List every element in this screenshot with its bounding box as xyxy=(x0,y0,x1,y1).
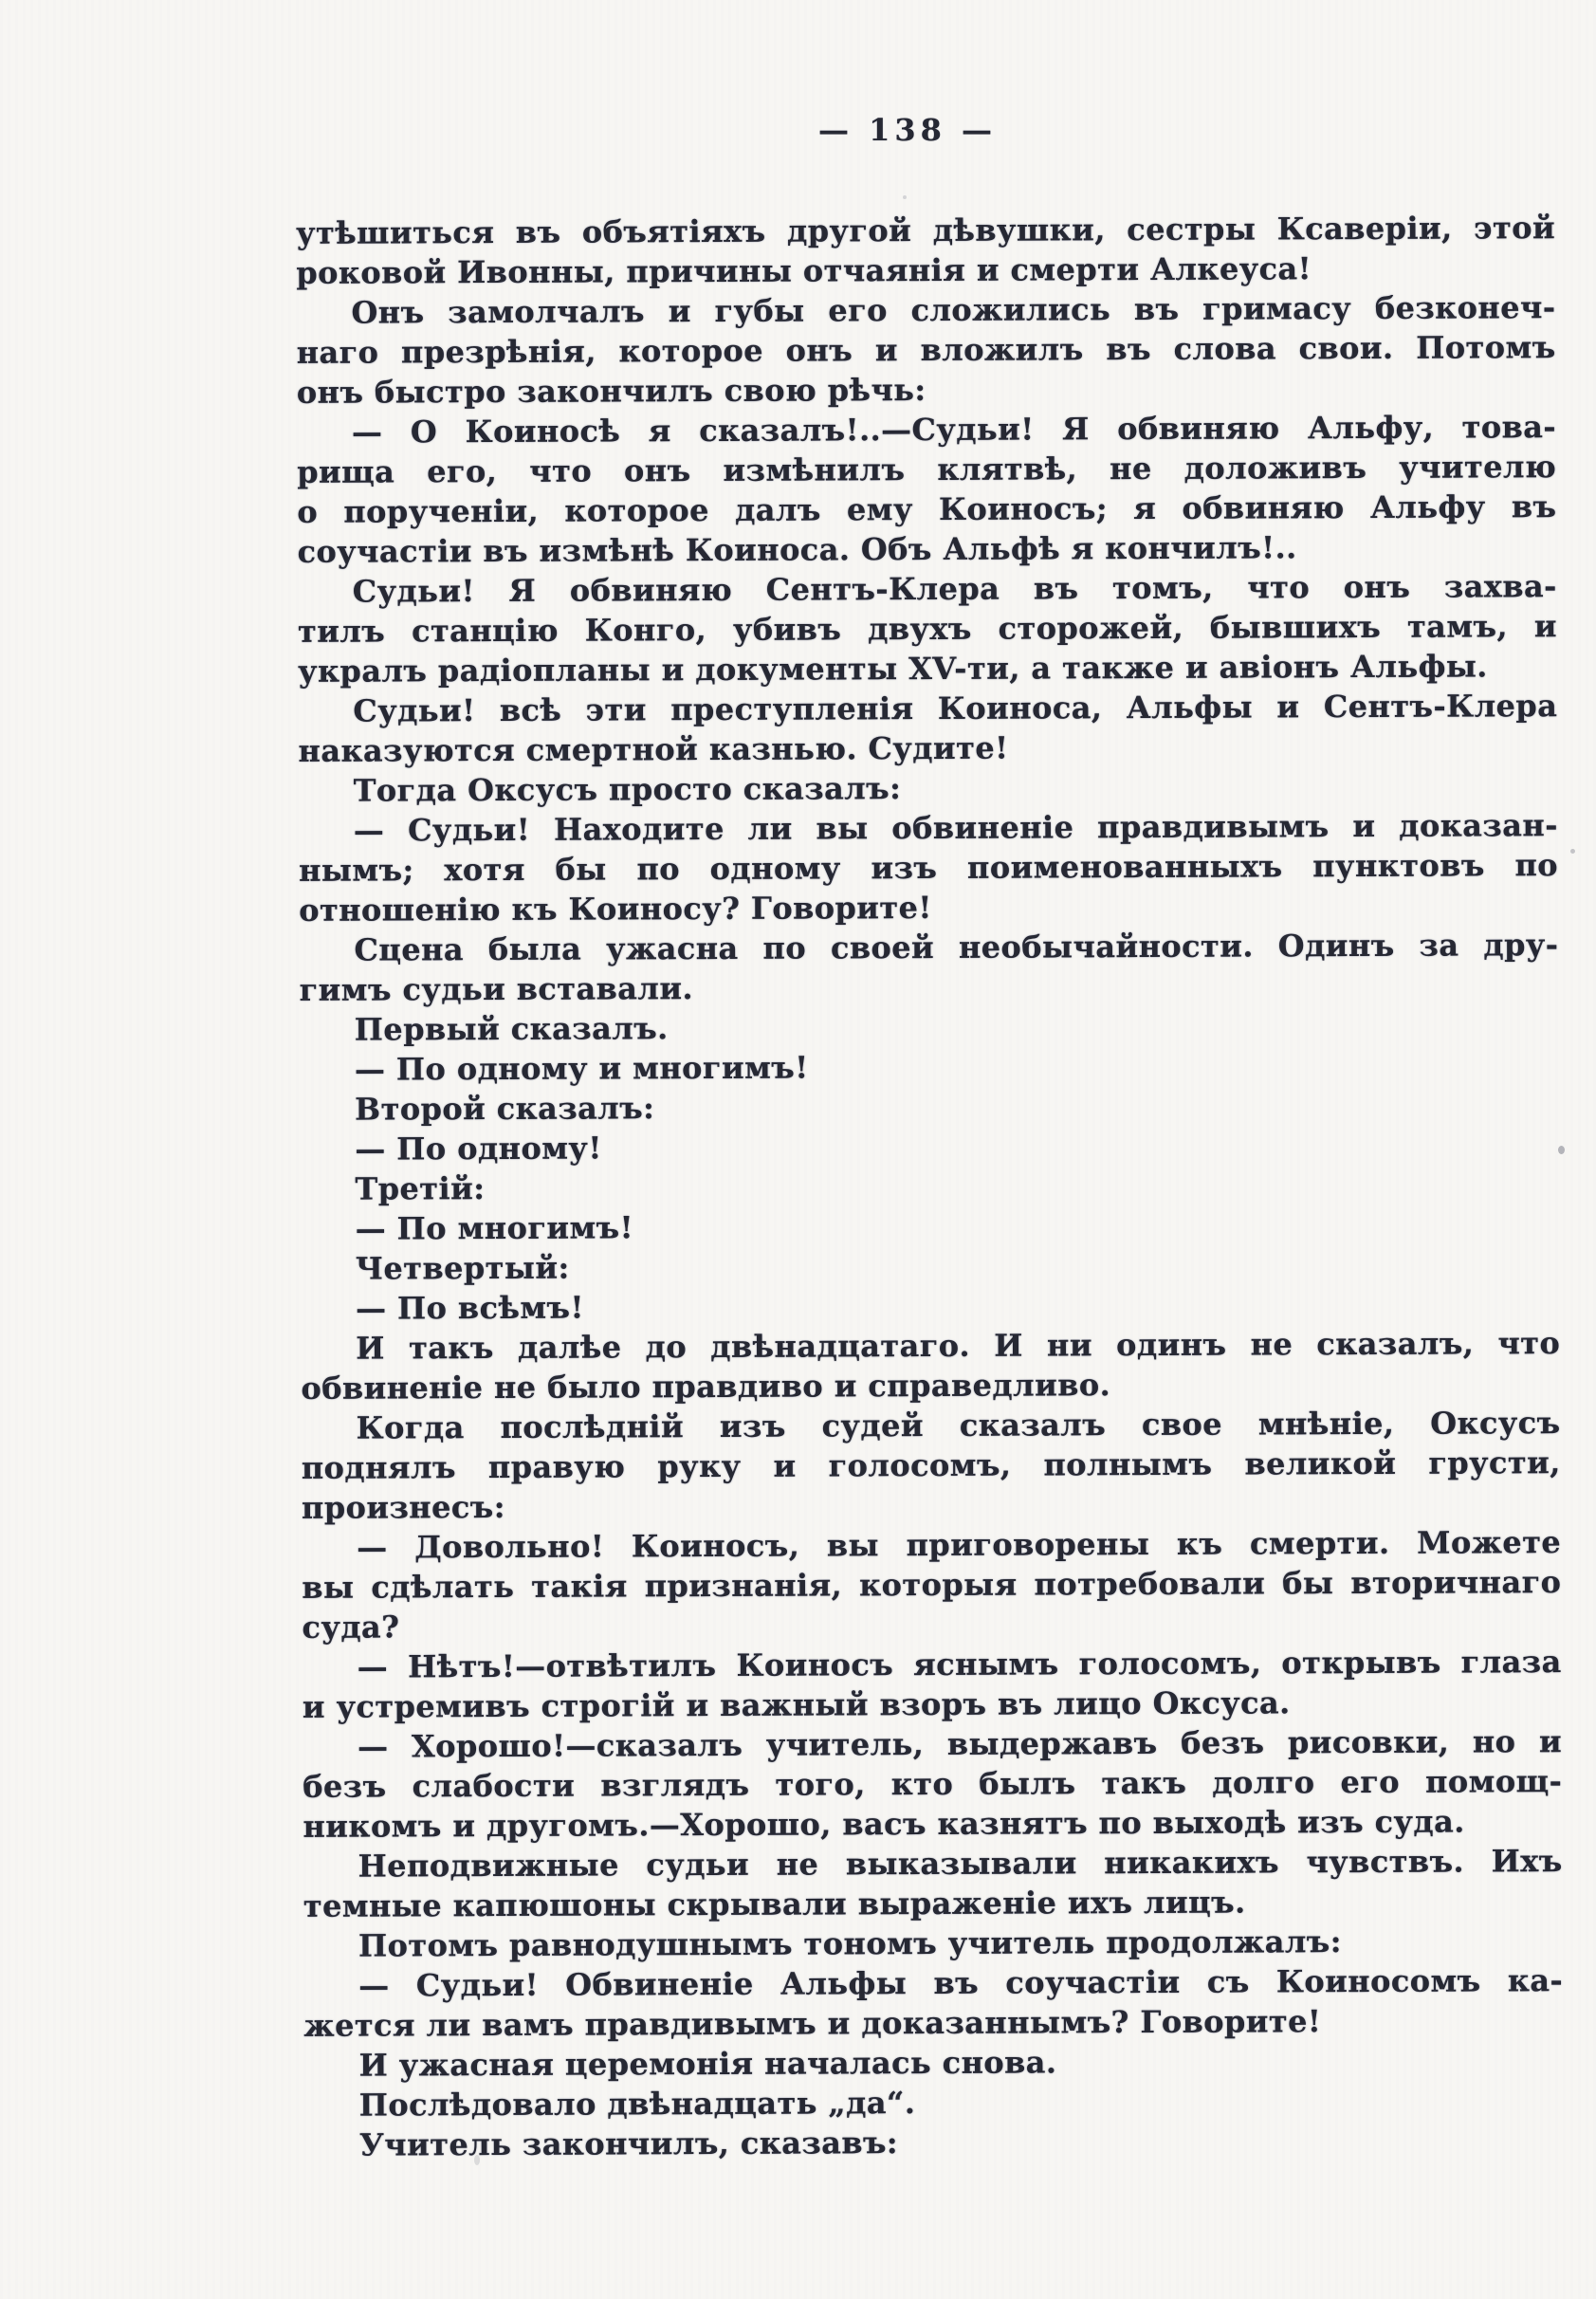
scan-speck xyxy=(474,2155,480,2165)
text-line: жется ли вамъ правдивымъ и доказаннымъ? Говорите! xyxy=(303,2003,1322,2044)
paragraph xyxy=(300,1044,1559,1090)
text-line: Неподвижные судьи не выказывали никакихъ чувствъ. Ихъ xyxy=(358,1843,1563,1885)
text-line: Судьи! всѣ эти преступленія Коиноса, Альфы и Сентъ-Клера xyxy=(353,688,1558,729)
paragraph xyxy=(301,1204,1560,1249)
paragraph xyxy=(298,566,1558,691)
paragraph xyxy=(302,1522,1562,1647)
page-number: — 138 — xyxy=(817,112,998,148)
text-line: Сцена была ужасна по своей необычайности. Одинъ за дру- xyxy=(354,927,1559,968)
paragraph xyxy=(302,1403,1562,1528)
text-line: — О Коиносѣ я сказалъ!..—Судьи! Я обвиняю Альфу, това- xyxy=(351,409,1557,451)
text-line: — По одному! xyxy=(355,1130,602,1168)
text-line: наказуются смертной казнью. Судите! xyxy=(298,729,1009,769)
text-line: Тогда Оксусъ просто сказалъ: xyxy=(353,770,902,809)
scan-speck xyxy=(903,195,907,199)
text-line: наго презрѣнія, которое онъ и вложилъ въ слова свои. Потомъ xyxy=(296,329,1556,371)
paragraph xyxy=(299,925,1558,1010)
text-line: — Нѣтъ!—отвѣтилъ Коиносъ яснымъ голосомъ, открывъ глаза xyxy=(357,1644,1562,1685)
text-line: — По одному и многимъ! xyxy=(354,1049,809,1088)
paragraph xyxy=(301,1283,1560,1329)
paragraph xyxy=(300,1084,1559,1130)
text-line: поднялъ правую руку и голосомъ, полнымъ великой грусти, xyxy=(301,1444,1561,1486)
paragraph xyxy=(303,1841,1563,1926)
text-line: Второй сказалъ: xyxy=(355,1090,655,1128)
paragraph xyxy=(303,2040,1563,2086)
text-line: Первый сказалъ. xyxy=(354,1010,669,1048)
paragraph xyxy=(303,1642,1562,1727)
text-line: отношенію къ Коиносу? Говорите! xyxy=(299,889,932,929)
text-line: соучастіи въ измѣнѣ Коиноса. Объ Альфѣ я кончилъ!.. xyxy=(297,529,1297,570)
text-line: — Судьи! Обвиненіе Альфы въ соучастіи съ Коиносомъ ка- xyxy=(358,1962,1564,2004)
paragraph xyxy=(303,1960,1563,2046)
text-line: суда? xyxy=(302,1609,400,1646)
text-line: Третій: xyxy=(355,1170,486,1207)
paragraph xyxy=(297,407,1557,572)
paragraph xyxy=(299,765,1558,811)
scan-speck xyxy=(1570,849,1575,854)
paragraph xyxy=(303,1921,1563,1966)
text-line: обвиненіе не было правдиво и справедливо. xyxy=(301,1367,1111,1407)
text-line: — По многимъ! xyxy=(355,1209,634,1247)
paragraph xyxy=(304,2080,1564,2125)
text-line: вы сдѣлать такія признанія, которыя потребовали бы вторичнаго xyxy=(302,1564,1562,1606)
text-line: темные капюшоны скрывали выраженіе ихъ лицъ. xyxy=(303,1884,1246,1924)
text-line: безъ слабости взглядъ того, кто былъ такъ долго его помощ- xyxy=(303,1763,1563,1805)
text-line: произнесъ: xyxy=(301,1488,505,1526)
text-line: рища его, что онъ измѣнилъ клятвѣ, не доложивъ учителю xyxy=(297,449,1557,490)
paragraph xyxy=(300,1124,1559,1169)
text-line: тилъ станцію Конго, убивъ двухъ сторожей, бывшихъ тамъ, и xyxy=(297,608,1558,650)
text-line: никомъ и другомъ.—Хорошо, васъ казнятъ по выходѣ изъ суда. xyxy=(303,1803,1465,1845)
paragraph xyxy=(301,1323,1560,1408)
paragraph xyxy=(298,686,1557,771)
text-line: Учитель закончилъ, сказавъ: xyxy=(358,2124,899,2163)
text-line: Судьи! Я обвиняю Сентъ-Клера въ томъ, что онъ захва- xyxy=(352,568,1557,610)
text-line: о порученіи, которое далъ ему Коиносъ; я обвиняю Альфу въ xyxy=(297,488,1557,530)
text-line: Онъ замолчалъ и губы его сложились въ гримасу безконеч- xyxy=(351,289,1556,331)
text-line: Потомъ равнодушнымъ тономъ учитель продолжалъ: xyxy=(358,1923,1342,1964)
text-line: утѣшиться въ объятіяхъ другой дѣвушки, сестры Ксаверіи, этой xyxy=(296,210,1556,251)
text-line: И такъ далѣе до двѣнадцатаго. И ни одинъ не сказалъ, что xyxy=(356,1325,1561,1367)
text-line: Когда послѣдній изъ судей сказалъ свое мнѣніе, Оксусъ xyxy=(356,1405,1561,1446)
text-line: — Судьи! Находите ли вы обвиненіе правдивымъ и доказан- xyxy=(353,807,1558,849)
text-line: нымъ; хотя бы по одному изъ поименованныхъ пунктовъ по xyxy=(298,847,1559,889)
paragraph xyxy=(304,2120,1564,2165)
text-line: И ужасная церемонія началась снова. xyxy=(358,2044,1057,2084)
text-line: онъ быстро закончилъ свою рѣчь: xyxy=(296,371,926,411)
text-line: укралъ радіопланы и документы XV-ти, а также и авіонъ Альфы. xyxy=(298,648,1488,690)
paragraph xyxy=(300,1004,1559,1050)
text-line: и устремивъ строгій и важный взоръ въ лицо Оксуса. xyxy=(302,1684,1291,1725)
paragraph xyxy=(296,287,1556,413)
paragraph xyxy=(299,805,1559,930)
paragraph xyxy=(301,1243,1560,1289)
text-line: Послѣдовало двѣнадцать „да“. xyxy=(358,2085,916,2124)
text-line: — Довольно! Коиносъ, вы приговорены къ смерти. Можете xyxy=(357,1524,1562,1566)
paragraph xyxy=(300,1164,1559,1209)
paragraph xyxy=(296,208,1555,293)
text-line: — По всѣмъ! xyxy=(355,1289,584,1327)
text-line: — Хорошо!—сказалъ учитель, выдержавъ безъ рисовки, но и xyxy=(357,1723,1563,1765)
text-line: Четвертый: xyxy=(355,1249,570,1287)
text-line: гимъ судьи вставали. xyxy=(299,970,694,1008)
text-line: роковой Ивонны, причины отчаянія и смерти Алкеуса! xyxy=(296,250,1312,291)
scan-speck xyxy=(1558,1146,1565,1154)
paragraph xyxy=(303,1721,1563,1847)
text-block xyxy=(296,208,1564,2165)
